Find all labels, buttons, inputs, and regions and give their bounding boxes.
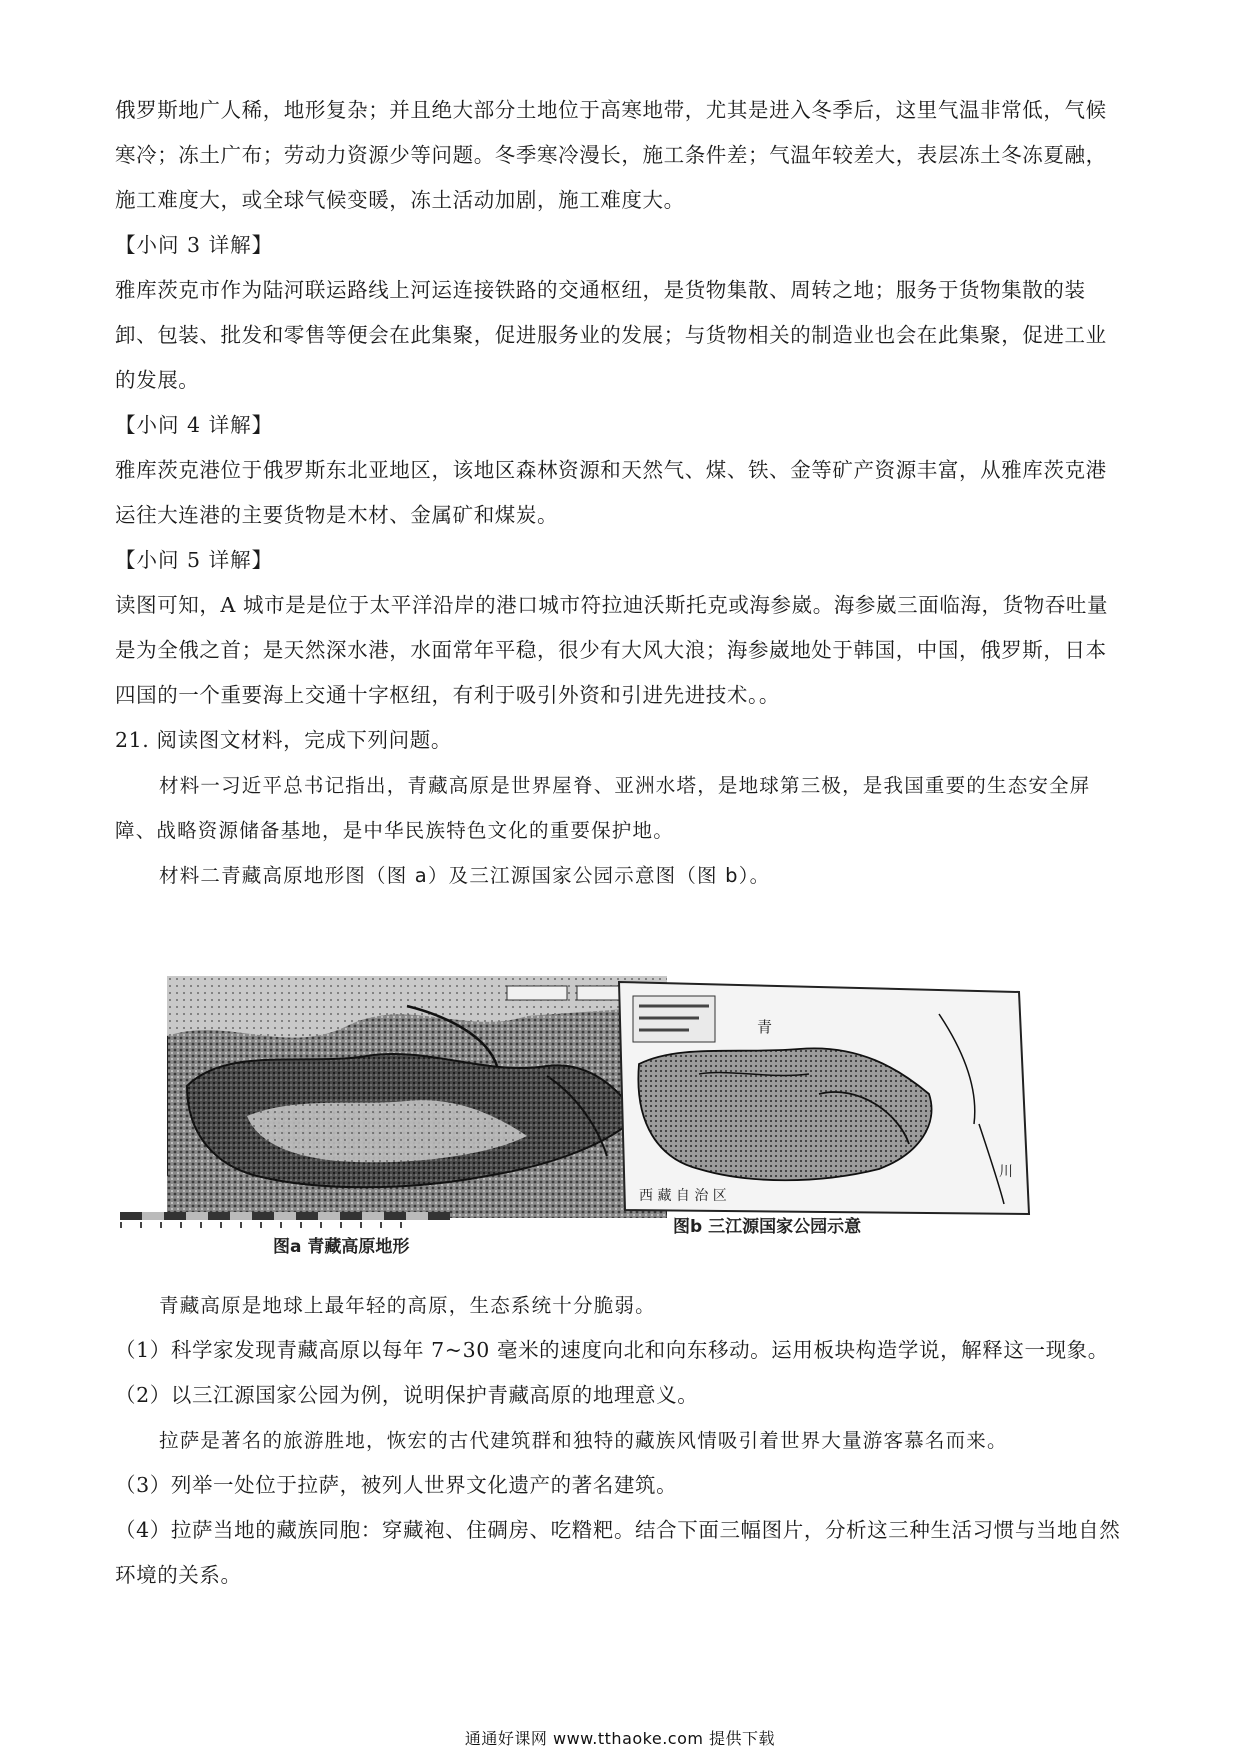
page-footer: 通通好课网 www.tthaoke.com 提供下载 — [464, 1729, 776, 1748]
map-label-xizang: 西 藏 自 治 区 — [639, 1188, 727, 1204]
sub-question-4: （4）拉萨当地的藏族同胞：穿藏袍、住碉房、吃糌粑。结合下面三幅图片，分析这三种生活习惯与当地自然环境的关系。 — [115, 1518, 1121, 1587]
section-heading-4: 【小问 4 详解】 — [115, 413, 274, 437]
note-young-plateau: 青藏高原是地球上最年轻的高原，生态系统十分脆弱。 — [159, 1294, 656, 1317]
map-label-qinghai: 青 — [757, 1018, 773, 1036]
figure-b-caption: 图b 三江源国家公园示意 — [673, 1217, 862, 1237]
figure-group — [115, 970, 1125, 1270]
material-two: 材料二青藏高原地形图（图 a）及三江源国家公园示意图（图 b）。 — [159, 864, 771, 887]
map-label-sichuan: 川 — [999, 1164, 1013, 1180]
scale-bar — [120, 1212, 450, 1220]
scale-ticks — [120, 1222, 420, 1228]
answer-paragraph-2 — [115, 88, 1125, 223]
answer-paragraph-5: 读图可知，A 城市是是位于太平洋沿岸的港口城市符拉迪沃斯托克或海参崴。海参崴三面临海，货物吞吐量是为全俄之首；是天然深水港，水面常年平稳，很少有大风大浪；海参崴地处于韩国，中国，俄罗斯，日本四国的一个重要海上交通十字枢纽，有利于吸引外资和引进先进技术。。 — [115, 593, 1109, 707]
sanjiangyuan-park-map — [559, 974, 1039, 1234]
section-heading-5: 【小问 5 详解】 — [115, 548, 274, 572]
sub-question-1: （1）科学家发现青藏高原以每年 7~30 毫米的速度向北和向东移动。运用板块构造学说，解释这一现象。 — [115, 1338, 1109, 1362]
note-lhasa: 拉萨是著名的旅游胜地，恢宏的古代建筑群和独特的藏族风情吸引着世界大量游客慕名而来。 — [159, 1429, 1008, 1452]
answer-paragraph-3: 雅库茨克市作为陆河联运路线上河运连接铁路的交通枢纽，是货物集散、周转之地；服务于货物集散的装卸、包装、批发和零售等便会在此集聚，促进服务业的发展；与货物相关的制造业也会在此集聚，促进工业的发展。 — [115, 278, 1107, 392]
answer-paragraph-4: 雅库茨克港位于俄罗斯东北亚地区，该地区森林资源和天然气、煤、铁、金等矿产资源丰富，从雅库茨克港运往大连港的主要货物是木材、金属矿和煤炭。 — [115, 458, 1107, 527]
question-21-title: 21. 阅读图文材料，完成下列问题。 — [115, 728, 452, 752]
paragraph-text: 俄罗斯地广人稀，地形复杂；并且绝大部分土地位于高寒地带，尤其是进入冬季后，这里气温非常低，气候寒冷；冻土广布；劳动力资源少等问题。冬季寒冷漫长，施工条件差；气温年较差大，表层冻土冬冻夏融，施工难度大，或全球气候变暖，冻土活动加剧，施工难度大。 — [115, 98, 1107, 212]
sub-question-2: （2）以三江源国家公园为例，说明保护青藏高原的地理意义。 — [115, 1383, 699, 1407]
material-one: 材料一习近平总书记指出，青藏高原是世界屋脊、亚洲水塔，是地球第三极，是我国重要的生态安全屏障、战略资源储备基地，是中华民族特色文化的重要保护地。 — [115, 774, 1091, 842]
figure-a-caption: 图a 青藏高原地形 — [273, 1237, 410, 1257]
sub-question-3: （3）列举一处位于拉萨，被列人世界文化遗产的著名建筑。 — [115, 1473, 678, 1497]
section-heading-3: 【小问 3 详解】 — [115, 233, 274, 257]
